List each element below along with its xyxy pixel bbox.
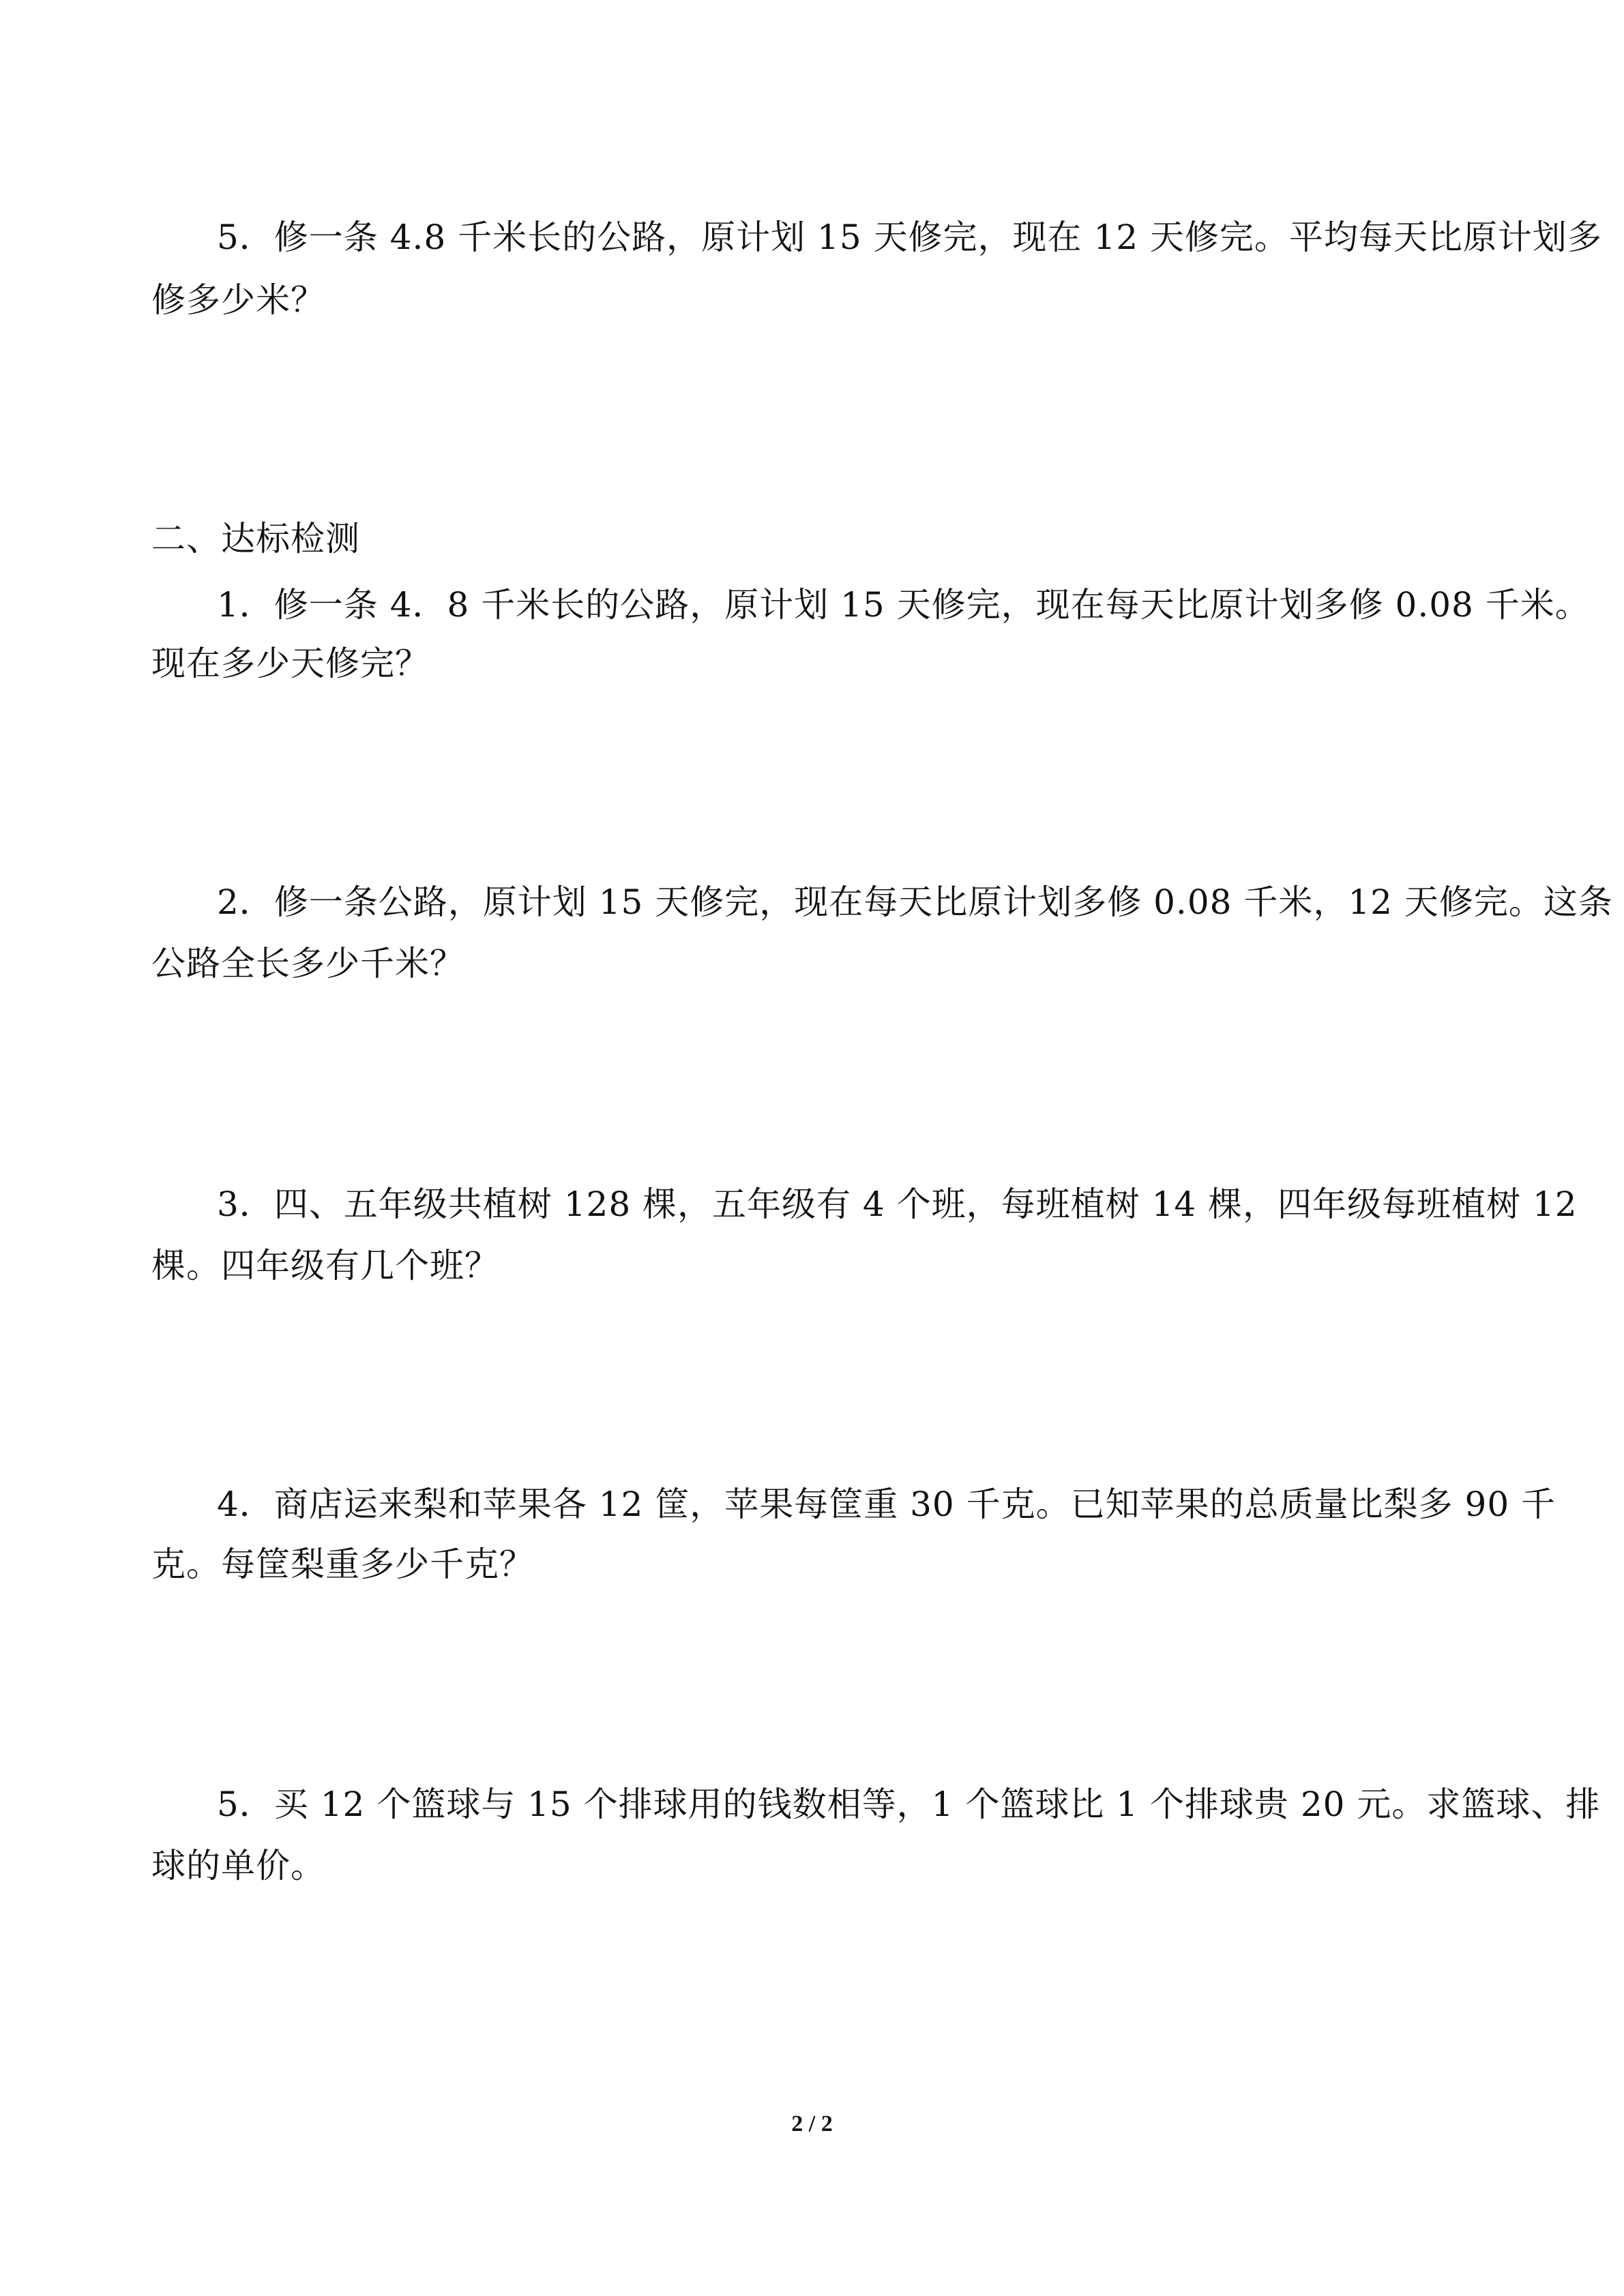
check-problem-3-line-1: 3．四、五年级共植树 128 棵，五年级有 4 个班，每班植树 14 棵，四年级每班植树 12 <box>217 1184 1578 1224</box>
check-problem-3-line-2: 棵。四年级有几个班？ <box>151 1246 499 1285</box>
check-problem-4-line-1: 4．商店运来梨和苹果各 12 筐，苹果每筐重 30 千克。已知苹果的总质量比梨多 90 千 <box>217 1485 1556 1524</box>
check-problem-1-line-2: 现在多少天修完？ <box>151 644 430 683</box>
page-number: 2 / 2 <box>791 2111 833 2136</box>
check-problem-1-line-1: 1．修一条 4．8 千米长的公路，原计划 15 天修完，现在每天比原计划多修 0.08 千米。 <box>217 585 1590 625</box>
check-problem-2-line-2: 公路全长多少千米？ <box>151 944 464 983</box>
section-heading: 二、达标检测 <box>151 519 360 558</box>
problem-5-line-1: 5．修一条 4.8 千米长的公路，原计划 15 天修完，现在 12 天修完。平均每天比原计划多 <box>217 218 1602 257</box>
check-problem-2-line-1: 2．修一条公路，原计划 15 天修完，现在每天比原计划多修 0.08 千米，12 天修完。这条 <box>217 882 1613 922</box>
check-problem-4-line-2: 克。每筐梨重多少千克？ <box>151 1545 534 1584</box>
check-problem-5-line-1: 5．买 12 个篮球与 15 个排球用的钱数相等，1 个篮球比 1 个排球贵 20 元。求篮球、排 <box>217 1785 1601 1824</box>
check-problem-5-line-2: 球的单价。 <box>151 1846 325 1885</box>
problem-5-line-2: 修多少米？ <box>151 280 325 320</box>
